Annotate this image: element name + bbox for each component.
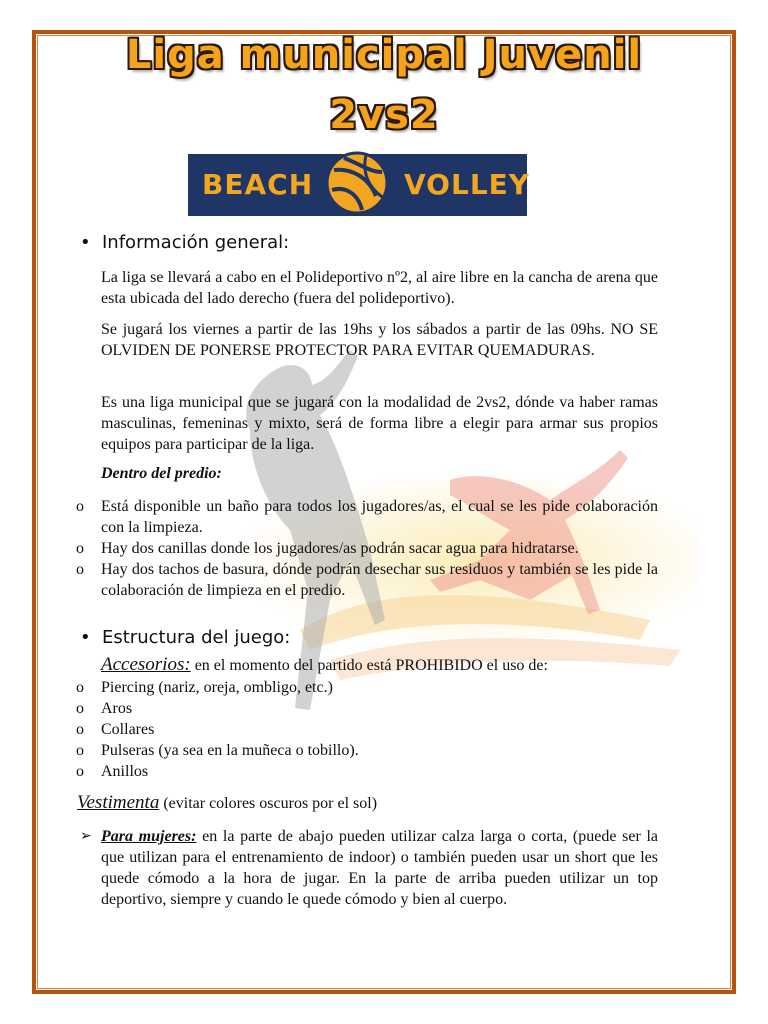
page-title-line1: Liga municipal Juvenil [125,32,643,78]
section-heading-general [80,232,289,253]
circle-marker: o [76,700,84,717]
list-item [76,559,658,601]
paragraph-location: La liga se llevará a cabo en el Polideportivo nº2, al aire libre en la cancha de arena que esta ubicada del lado derecho (fuera del polideportivo). [101,269,658,307]
section-heading-general-label: Información general: [102,232,290,253]
circle-marker: o [76,679,84,696]
accesorios-line [101,654,548,676]
list-item [76,538,658,559]
circle-marker: o [76,561,84,578]
paragraph-modality: Es una liga municipal que se jugará con la modalidad de 2vs2, dónde va haber ramas masculinas, femeninas y mixto, será de forma libre a elegir para armar sus propios equipos para participar de la liga. [101,394,658,453]
accesorios-list [76,677,658,782]
section-heading-estructura [80,627,290,648]
subheading-predio: Dentro del predio: [101,465,222,482]
section-heading-estructura-label: Estructura del juego: [102,627,291,648]
arrow-marker-icon: ➢ [80,829,92,844]
predio-list [76,496,658,601]
mujeres-text-block [101,826,658,910]
beach-volley-logo [188,154,531,216]
mujeres-lead: Para mujeres: [101,828,197,845]
mujeres-item [80,826,658,910]
bullet-marker: • [80,627,91,648]
list-item-text: Está disponible un baño para todos los jugadores/as, el cual se les pide colaboración con la limpieza. [101,498,658,536]
circle-marker: o [76,763,84,780]
list-item-text: Hay dos canillas donde los jugadores/as podrán sacar agua para hidratarse. [101,540,579,557]
list-item [76,761,658,782]
circle-marker: o [76,540,84,557]
circle-marker: o [76,721,84,738]
circle-marker: o [76,498,84,515]
list-item-text: Pulseras (ya sea en la muñeca o tobillo). [101,742,359,759]
list-item-text: Hay dos tachos de basura, dónde podrán desechar sus residuos y también se les pide la colaboración de limpieza en el predio. [101,561,658,599]
bullet-marker: • [80,232,91,253]
vestimenta-text: (evitar colores oscuros por el sol) [159,795,378,812]
list-item [76,740,658,761]
circle-marker: o [76,742,84,759]
list-item [76,719,658,740]
list-item-text: Anillos [101,763,149,780]
list-item [76,677,658,698]
list-item [76,496,658,538]
paragraph-schedule: Se jugará los viernes a partir de las 19hs y los sábados a partir de las 09hs. NO SE OLVIDEN DE PONERSE PROTECTOR PARA EVITAR QUEMADURAS. [101,321,658,359]
accesorios-text: en el momento del partido está PROHIBIDO el uso de: [190,657,548,674]
volleyball-icon [324,150,390,216]
list-item [76,698,658,719]
accesorios-lead: Accesorios: [101,654,191,675]
list-item-text: Piercing (nariz, oreja, ombligo, etc.) [101,679,333,696]
logo-text-left: BEACH [202,168,314,201]
page-title-line2: 2vs2 [329,92,439,138]
vestimenta-line [77,792,377,814]
vestimenta-lead: Vestimenta [77,792,160,813]
logo-text-right: VOLLEY [404,168,531,201]
list-item-text: Collares [101,721,155,738]
list-item-text: Aros [101,700,133,717]
mujeres-text: en la parte de abajo pueden utilizar calza larga o corta, (puede ser la que utilizan para el entrenamiento de indoor) o también pueden usar un short que les quede cómodo a la hora de jugar. En la parte de arriba pueden utilizar un top deportivo, siempre y cuando le quede cómodo y bien al cuerpo. [101,828,658,908]
